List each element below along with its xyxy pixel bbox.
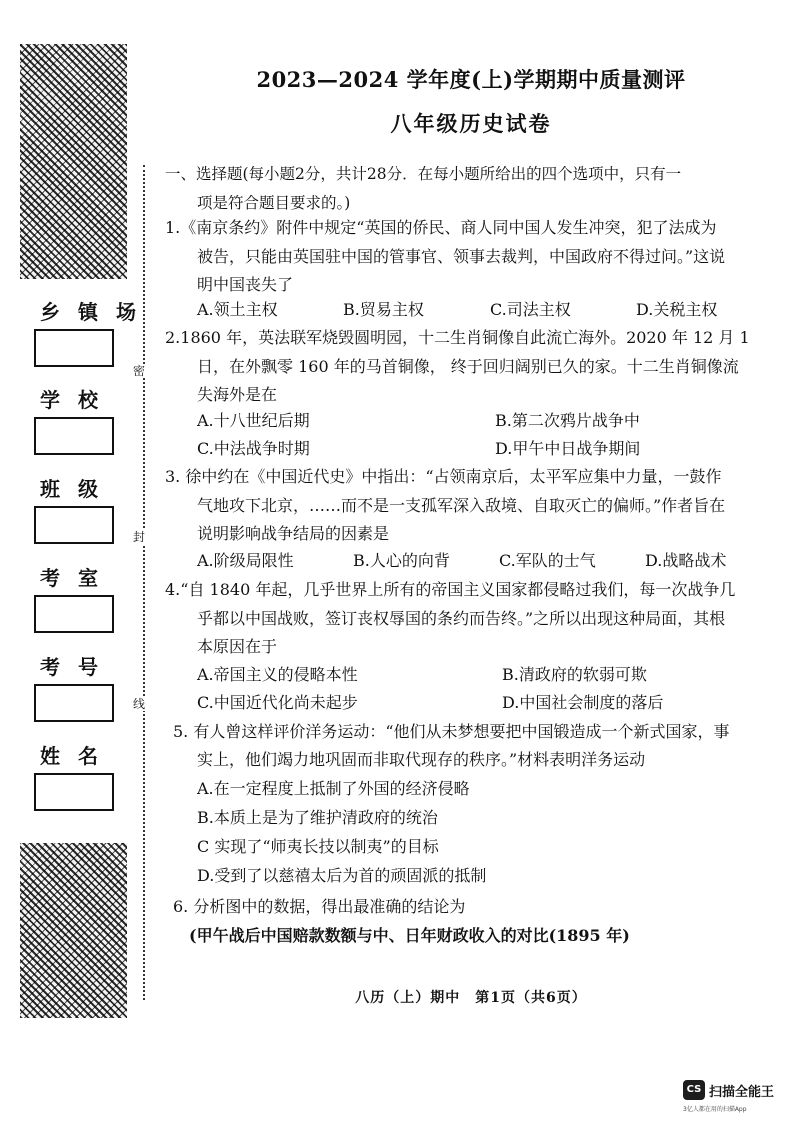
field-label-school: 学校 [40,388,116,412]
question-2-line2: 日，在外飘零 160 年的马首铜像， 终于回归阔别已久的家。十二生肖铜像流 [197,357,739,376]
question-1-option-a[interactable]: A.领土主权 [197,300,278,319]
question-1-line3: 明中国丧失了 [197,275,294,294]
question-6-caption: (甲午战后中国赔款数额与中、日年财政收入的对比(1895 年) [189,926,630,945]
question-4-line1: 4.“自 1840 年起，几乎世界上所有的帝国主义国家都侵略过我们，每一次战争几 [165,580,736,599]
question-2-option-d[interactable]: D.甲午中日战争期间 [495,439,641,458]
page-title: 2023—2024 学年度(上)学期期中质量测评 [256,67,686,92]
question-4-option-a[interactable]: A.帝国主义的侵略本性 [197,665,358,684]
question-4-line2: 乎都以中国战败，签订丧权辱国的条约而告终。”之所以出现这种局面，其根 [197,609,726,628]
question-1-option-d[interactable]: D.关税主权 [636,300,718,319]
question-5-option-a[interactable]: A.在一定程度上抵制了外国的经济侵略 [197,779,470,798]
township-field[interactable] [34,329,114,367]
question-5-option-b[interactable]: B.本质上是为了维护清政府的统治 [197,808,438,827]
exam-number-field[interactable] [34,684,114,722]
section-heading-line2: 项是符合题目要求的。) [197,194,351,212]
page-subtitle: 八年级历史试卷 [390,111,552,136]
field-label-name: 姓名 [40,744,116,768]
question-2-line3: 失海外是在 [197,385,278,404]
question-4-option-d[interactable]: D.中国社会制度的落后 [502,693,664,712]
watermark-tagline: 3亿人都在用的扫描App [683,1106,747,1113]
question-2-option-c[interactable]: C.中法战争时期 [197,439,310,458]
decorative-pattern-top [20,44,127,279]
decorative-pattern-bottom [20,843,127,1018]
question-3-option-a[interactable]: A.阶级局限性 [197,551,294,570]
question-3-line1: 3. 徐中约在《中国近代史》中指出：“占领南京后，太平军应集中力量，一鼓作 [165,467,722,486]
field-label-exam-number: 考号 [40,655,116,679]
question-1-option-c[interactable]: C.司法主权 [490,300,571,319]
question-5-line2: 实上，他们竭力地巩固而非取代现存的秩序。”材料表明洋务运动 [197,750,646,769]
field-label-exam-room: 考室 [40,566,116,590]
scanner-watermark [683,1080,793,1116]
seal-mark-mi: 密 [132,364,145,378]
question-2-option-a[interactable]: A.十八世纪后期 [197,411,310,430]
question-5-option-d[interactable]: D.受到了以慈禧太后为首的顽固派的抵制 [197,866,487,885]
question-3-option-c[interactable]: C.军队的士气 [499,551,596,570]
question-1-line1: 1.《南京条约》附件中规定“英国的侨民、商人同中国人发生冲突，犯了法成为 [165,218,717,237]
school-field[interactable] [34,417,114,455]
section-heading-line1: 一、选择题(每小题2分，共计28分．在每小题所给出的四个选项中，只有一 [165,165,682,183]
seal-mark-xian: 线 [132,697,145,711]
question-5-line1: 5. 有人曾这样评价洋务运动：“他们从未梦想要把中国锻造成一个新式国家，事 [173,722,730,741]
class-field[interactable] [34,506,114,544]
field-label-township: 乡镇场 [40,300,154,324]
camscanner-logo-icon: CS [683,1080,705,1100]
seal-mark-feng: 封 [132,530,145,544]
page-footer: 八历（上）期中 第1页（共6页） [355,990,587,1006]
seal-line [143,165,145,1000]
watermark-app-name: 扫描全能王 [709,1085,775,1100]
question-1-option-b[interactable]: B.贸易主权 [343,300,424,319]
question-4-line3: 本原因在于 [197,637,278,656]
binding-sidebar [0,0,160,1124]
name-field[interactable] [34,773,114,811]
exam-room-field[interactable] [34,595,114,633]
question-4-option-b[interactable]: B.清政府的软弱可欺 [502,665,647,684]
question-6-line1: 6. 分析图中的数据，得出最准确的结论为 [173,897,466,916]
question-3-option-b[interactable]: B.人心的向背 [353,551,450,570]
question-3-option-d[interactable]: D.战略战术 [645,551,727,570]
question-1-line2: 被告，只能由英国驻中国的管事官、领事去裁判，中国政府不得过问。”这说 [197,247,726,266]
question-2-line1: 2.1860 年，英法联军烧毁圆明园，十二生肖铜像自此流亡海外。2020 年 12 月 1 [165,328,750,347]
question-2-option-b[interactable]: B.第二次鸦片战争中 [495,411,640,430]
question-3-line2: 气地攻下北京，……而不是一支孤军深入敌境、自取灭亡的偏师。”作者旨在 [197,496,726,515]
question-4-option-c[interactable]: C.中国近代化尚未起步 [197,693,358,712]
question-5-option-c[interactable]: C 实现了“师夷长技以制夷”的目标 [197,837,439,856]
question-3-line3: 说明影响战争结局的因素是 [197,524,390,543]
field-label-class: 班级 [40,477,116,501]
